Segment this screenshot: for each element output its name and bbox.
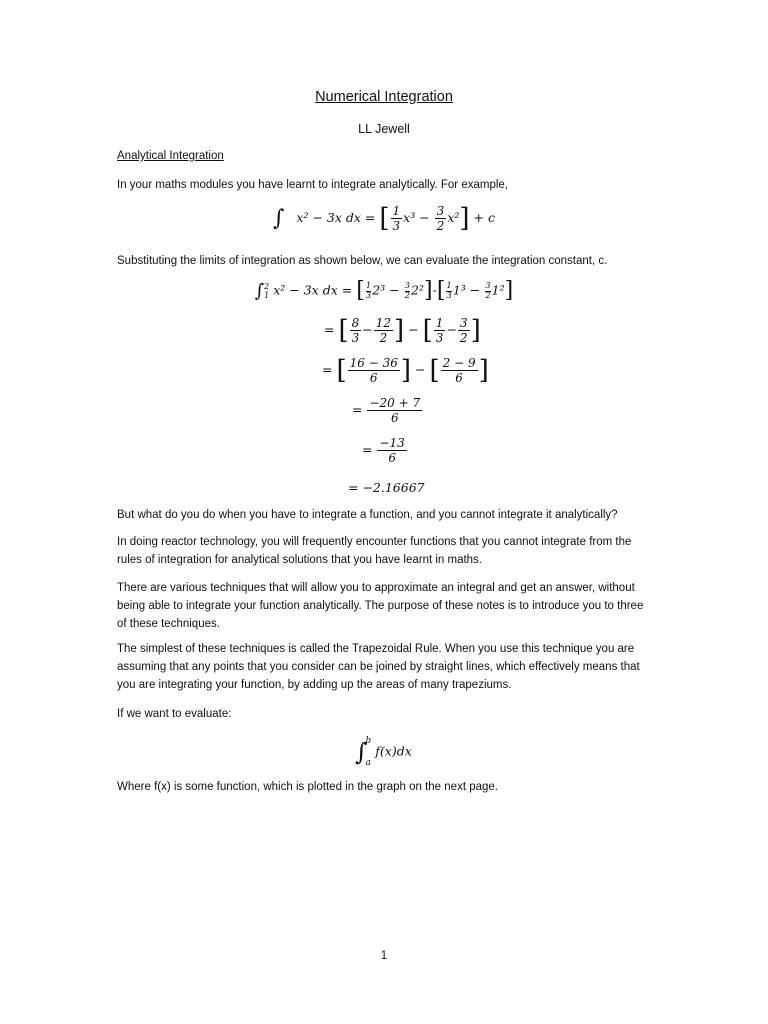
- equation-step-2: = [ $\frac{8}{3}$ − $\frac{12}{2}$ ] − [ $\frac{1}{3}$ − $\frac{3}{2}$ ]: [324, 315, 481, 346]
- integral-sign: ∫: [273, 206, 285, 231]
- author-name: LL Jewell: [358, 122, 410, 136]
- term: x³ −: [403, 210, 430, 225]
- paragraph-intro: In your maths modules you have learnt to integrate analytically. For example,: [117, 179, 508, 191]
- fraction: $\frac{3}{2}$: [436, 204, 445, 233]
- integrand: x² − 3x dx =: [273, 282, 353, 298]
- integral-limits: b a: [365, 736, 372, 768]
- paragraph-question: But what do you do when you have to integrate a function, and you cannot integrate it analytically?: [117, 509, 618, 521]
- document-title: Numerical Integration: [315, 89, 453, 105]
- equation-step-4: = $\frac{-20 + 7}{6}$: [352, 396, 421, 425]
- equation-fx-integral: ∫ b a f(x)dx: [355, 730, 412, 774]
- paragraph-trapezoidal-rule: The simplest of these techniques is called the Trapezoidal Rule. When you use this technique you are assuming that any points that you consider can be joined by straight lines, which effectively means that you are integrating your function, by adding up the areas of many trapeziums.: [117, 643, 640, 691]
- equation-step-5: = $\frac{-13}{6}$: [362, 436, 405, 465]
- paragraph-substituting: Substituting the limits of integration as shown below, we can evaluate the integration constant, c.: [117, 255, 608, 267]
- equation-indefinite-integral: ∫ x² − 3x dx = [ $\frac{1}{3}$ x³ − $\frac{3}{2}$ x²] + c: [273, 203, 495, 234]
- equation-result: = −2.16667: [348, 480, 425, 495]
- integral-limits: 2 1: [264, 282, 270, 300]
- page-number: 1: [380, 950, 388, 962]
- constant-term: + c: [473, 210, 495, 225]
- section-heading: Analytical Integration: [117, 150, 224, 162]
- equation-step-3: = [ $\frac{16 - 36}{6}$ ] − [ $\frac{2 - 9}{6}$ ]: [322, 355, 489, 386]
- paragraph-reactor-technology: In doing reactor technology, you will frequently encounter functions that you cannot integrate from the rules of integration for analytical solutions that you have learnt in maths.: [117, 536, 632, 566]
- term: x²: [447, 210, 460, 225]
- paragraph-function-plot: Where f(x) is some function, which is plotted in the graph on the next page.: [117, 781, 498, 793]
- equation-definite-integral: ∫ 2 1 x² − 3x dx = [ $\frac{1}{3}$ 2³ − $\frac{3}{2}$ 2²]-[ $\frac{1}{3}$ 1³ − $\frac{3}{2}$ 1²]: [254, 278, 514, 303]
- fraction: $\frac{1}{3}$: [392, 204, 401, 233]
- integrand: x² − 3x dx =: [296, 210, 376, 225]
- integrand: f(x)dx: [375, 743, 412, 759]
- paragraph-evaluate: If we want to evaluate:: [117, 708, 232, 720]
- paragraph-techniques: There are various techniques that will allow you to approximate an integral and get an answer, without being able to integrate your function analytically. The purpose of these notes is to introduce you to three of these techniques.: [117, 582, 644, 630]
